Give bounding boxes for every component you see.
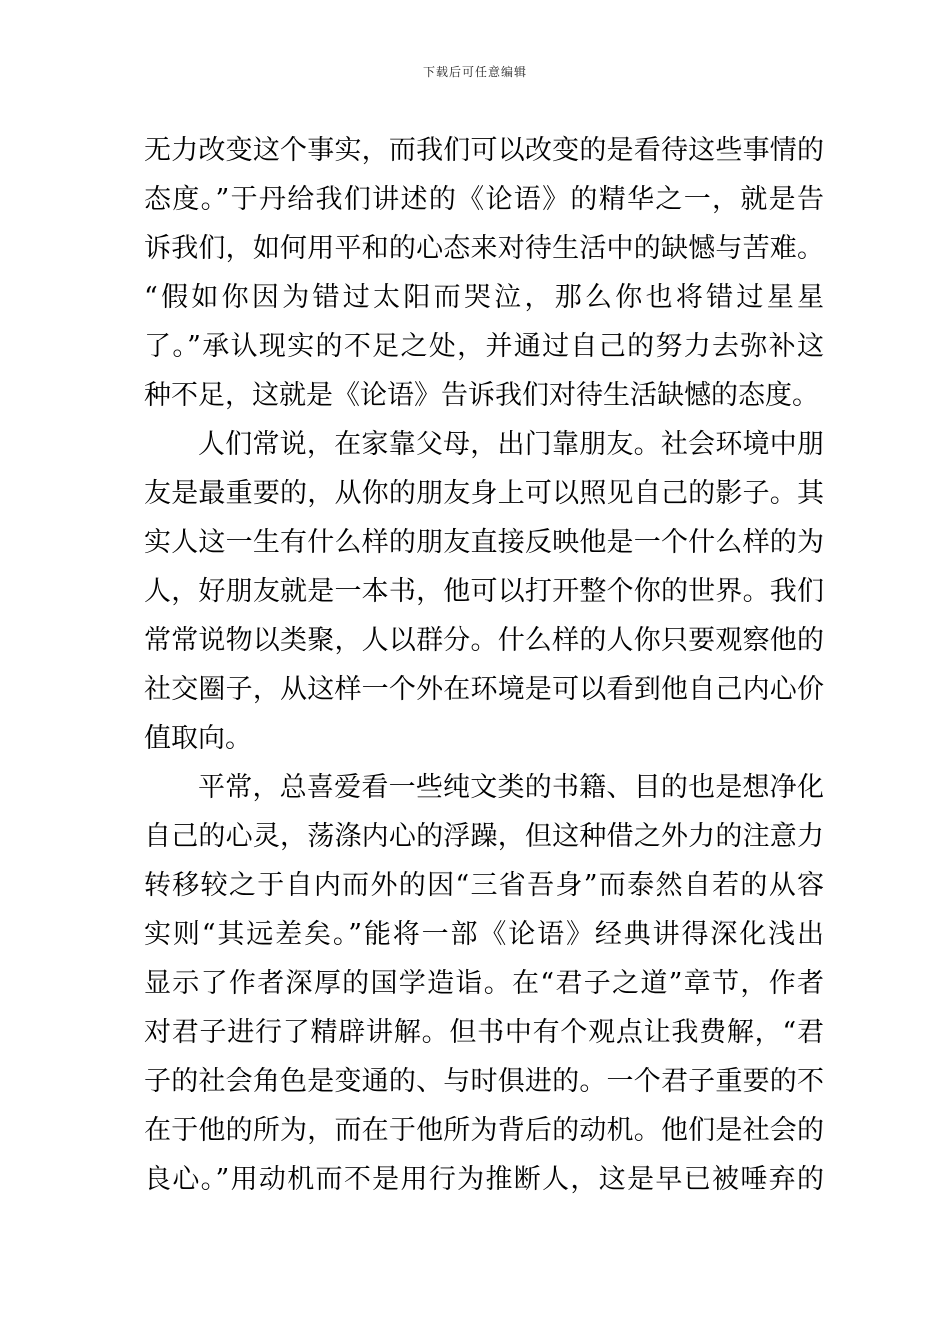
text-line: 社交圈子，从这样一个外在环境是可以看到他自己内心价	[144, 674, 824, 705]
text-line: 子的社会角色是变通的、与时俱进的。一个君子重要的不	[144, 1066, 824, 1097]
text-line: 自己的心灵，荡涤内心的浮躁，但这种借之外力的注意力	[144, 821, 824, 852]
text-line: “假如你因为错过太阳而哭泣，那么你也将错过星星	[144, 282, 824, 313]
text-line: 良心。”用动机而不是用行为推断人，这是早已被唾弃的	[144, 1164, 824, 1195]
text-line: 了。”承认现实的不足之处，并通过自己的努力去弥补这	[144, 331, 824, 362]
text-line: 诉我们，如何用平和的心态来对待生活中的缺憾与苦难。	[144, 233, 824, 264]
text-line: 友是最重要的，从你的朋友身上可以照见自己的影子。其	[144, 478, 824, 509]
document-body	[144, 126, 824, 1204]
text-line: 人们常说，在家靠父母，出门靠朋友。社会环境中朋	[198, 429, 824, 460]
text-line: 实人这一生有什么样的朋友直接反映他是一个什么样的为	[144, 527, 824, 558]
text-line: 常常说物以类聚，人以群分。什么样的人你只要观察他的	[144, 625, 824, 656]
text-line: 对君子进行了精辟讲解。但书中有个观点让我费解，“君	[144, 1017, 824, 1048]
text-line: 人，好朋友就是一本书，他可以打开整个你的世界。我们	[144, 576, 824, 607]
text-line: 种不足，这就是《论语》告诉我们对待生活缺憾的态度。	[144, 380, 819, 411]
text-line: 在于他的所为，而在于他所为背后的动机。他们是社会的	[144, 1115, 824, 1146]
page-header-note: 下载后可任意编辑	[422, 65, 527, 79]
text-line: 实则“其远差矣。”能将一部《论语》经典讲得深化浅出	[144, 919, 824, 950]
text-line: 态度。”于丹给我们讲述的《论语》的精华之一，就是告	[144, 184, 824, 215]
text-line: 平常，总喜爱看一些纯文类的书籍、目的也是想净化	[198, 772, 824, 803]
text-line: 显示了作者深厚的国学造诣。在“君子之道”章节，作者	[144, 968, 824, 999]
text-line: 值取向。	[144, 723, 252, 754]
text-line: 转移较之于自内而外的因“三省吾身”而泰然自若的从容	[144, 870, 824, 901]
text-line: 无力改变这个事实，而我们可以改变的是看待这些事情的	[144, 135, 824, 166]
